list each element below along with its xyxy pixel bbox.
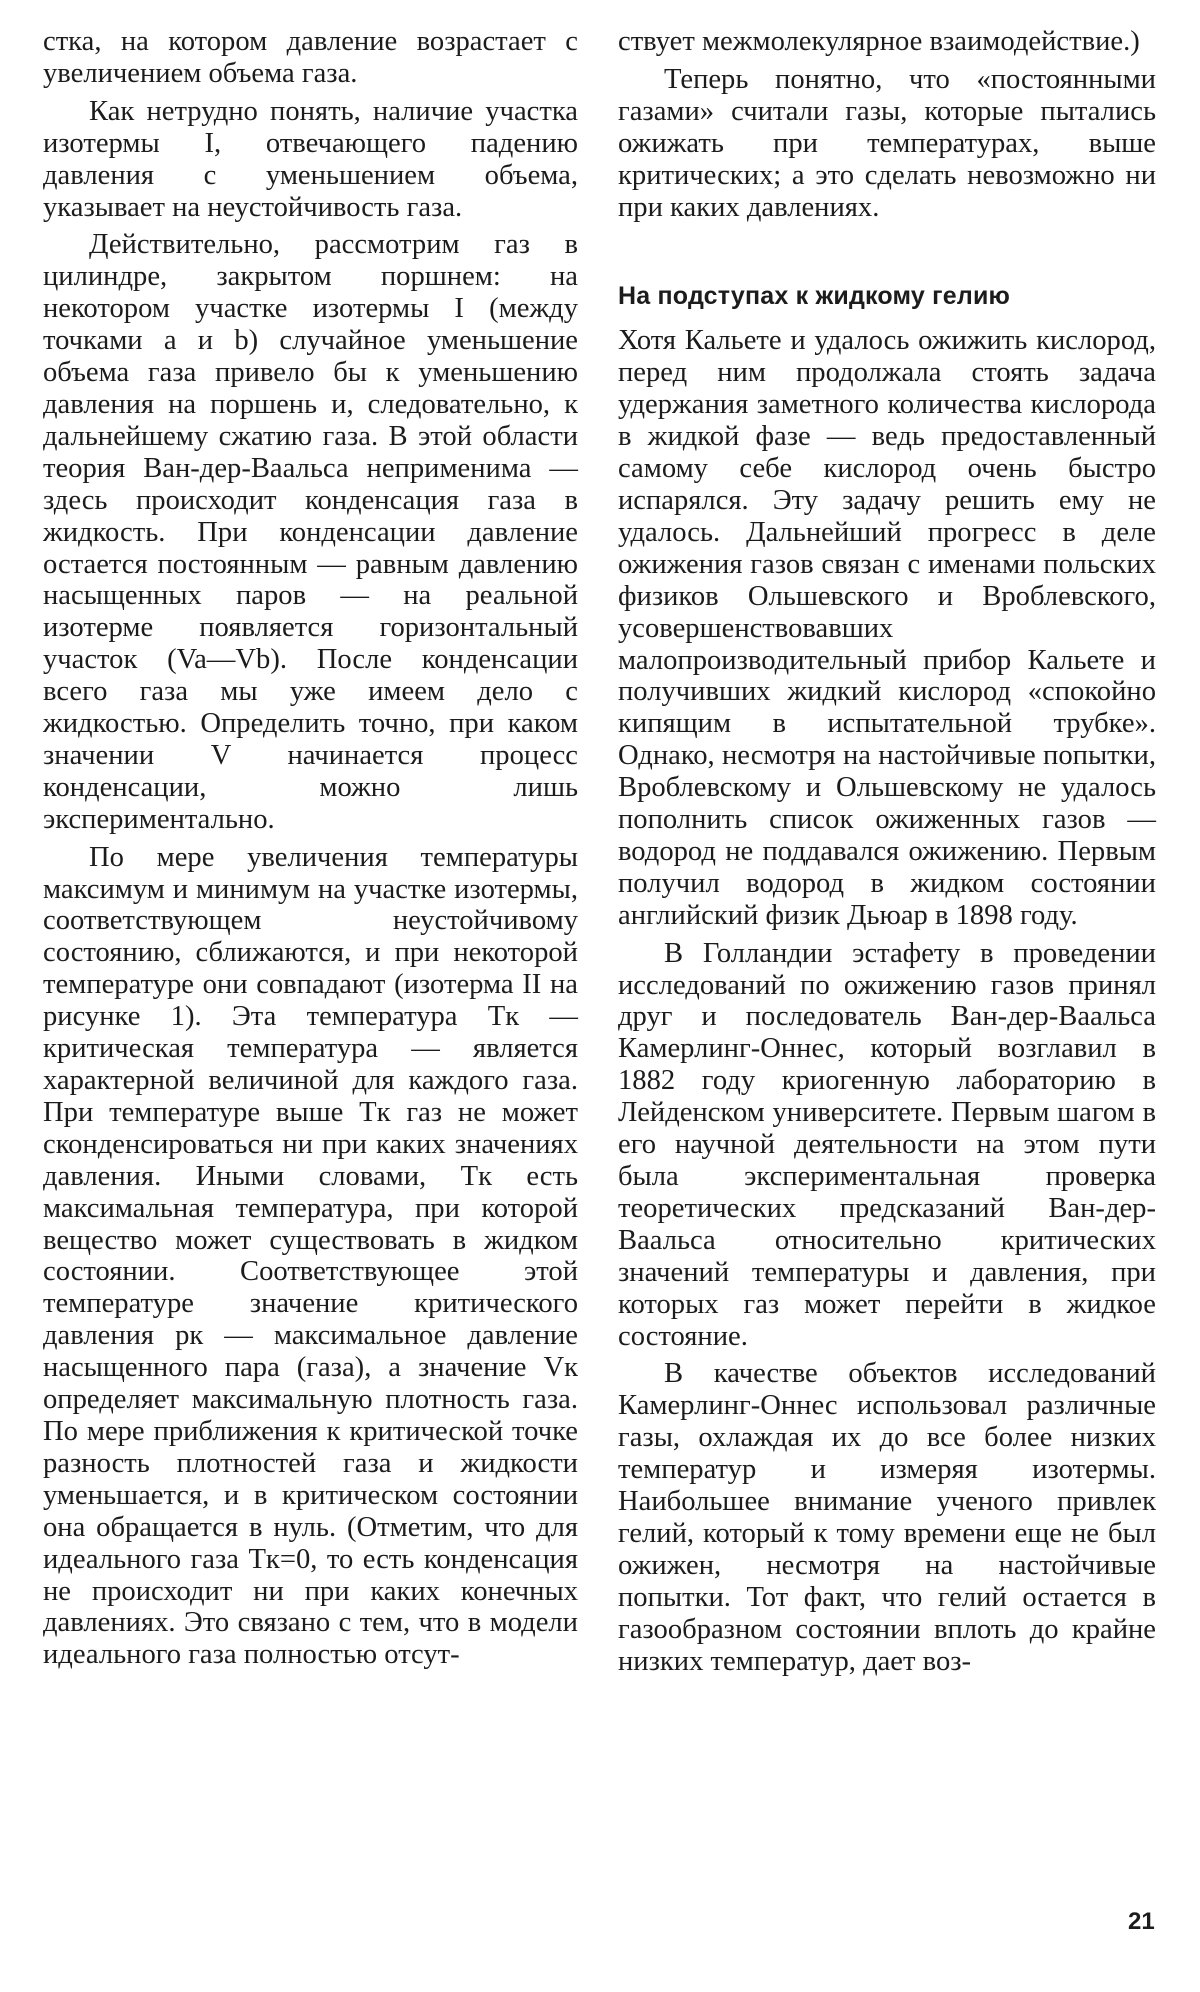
paragraph: ствует межмолекулярное взаимодействие.) [618, 26, 1140, 57]
paragraph: Как нетрудно понять, наличие участка изотермы I, отвечающего падению давления с уменьшением объема, указывает на неустойчивость газа. [43, 95, 578, 223]
paragraph: Теперь понятно, что «постоянными газами» считали газы, которые пытались ожижать при температурах, выше критических; а это сделать невозможно ни при каких давлениях. [618, 63, 1156, 223]
paragraph: Хотя Кальете и удалось ожижить кислород, перед ним продолжала стоять задача удержания заметного количества кислорода в жидкой фазе — ведь предоставленный самому себе кислород очень быстро испарялся. Эту задачу решить ему не удалось. Дальнейший прогресс в деле ожижения газов связан с именами польских физиков Ольшевского и Вроблевского, усовершенствовавших малопроизводительный прибор Кальете и получивших жидкий кислород «спокойно кипящим в испытательной трубке». Однако, несмотря на настойчивые попытки, Вроблевскому и Ольшевскому не удалось пополнить список ожиженных газов — водород не поддавался ожижению. Первым получил водород в жидком состоянии английский физик Дьюар в 1898 году. [618, 325, 1156, 931]
paragraph: В качестве объектов исследований Камерлинг-Оннес использовал различные газы, охлаждая их до все более низких температур и измеряя изотермы. Наибольшее внимание ученого привлек гелий, который к тому времени еще не был ожижен, несмотря на настойчивые попытки. Тот факт, что гелий остается в газообразном состоянии вплоть до крайне низких температур, дает воз- [618, 1358, 1156, 1677]
paragraph: По мере увеличения температуры максимум и минимум на участке изотермы, соответствующем неустойчивому состоянию, сближаются, и при некоторой температуре они совпадают (изотерма II на рисунке 1). Эта температура Tк — критическая температура — является характерной величиной для каждого газа. При температуре выше Tк газ не может сконденсироваться ни при каких значениях давления. Иными словами, Tк есть максимальная температура, при которой вещество может существовать в жидком состоянии. Соответствующее этой температуре значение критического давления pк — максимальное давление насыщенного пара (газа), а значение Vк определяет максимальную плотность газа. По мере приближения к критической точке разность плотностей газа и жидкости уменьшается, и в критическом состоянии она обращается в нуль. (Отметим, что для идеального газа Tк=0, то есть конденсация не происходит ни при каких конечных давлениях. Это связано с тем, что в модели идеального газа полностью отсут- [43, 841, 578, 1671]
left-column [43, 26, 578, 1677]
page-number: 21 [1128, 1908, 1155, 1935]
paragraph: В Голландии эстафету в проведении исследований по ожижению газов принял друг и последователь Ван-дер-Ваальса Камерлинг-Оннес, который возглавил в 1882 году криогенную лабораторию в Лейденском университете. Первым шагом в его научной деятельности на этом пути была экспериментальная проверка теоретических предсказаний Ван-дер-Ваальса относительно критических значений температуры и давления, при которых газ может перейти в жидкое состояние. [618, 937, 1156, 1352]
right-column [618, 26, 1156, 1684]
paragraph: стка, на котором давление возрастает с увеличением объема газа. [43, 26, 578, 89]
section-heading: На подступах к жидкому гелию [618, 282, 1011, 311]
paragraph: Действительно, рассмотрим газ в цилиндре, закрытом поршнем: на некотором участке изотермы I (между точками a и b) случайное уменьшение объема газа привело бы к уменьшению давления на поршень и, следовательно, к дальнейшему сжатию газа. В этой области теория Ван-дер-Ваальса неприменима — здесь происходит конденсация газа в жидкость. При конденсации давление остается постоянным — равным давлению насыщенных паров — на реальной изотерме появляется горизонтальный участок (Va—Vb). После конденсации всего газа мы уже имеем дело с жидкостью. Определить точно, при каком значении V начинается процесс конденсации, можно лишь экспериментально. [43, 229, 578, 835]
